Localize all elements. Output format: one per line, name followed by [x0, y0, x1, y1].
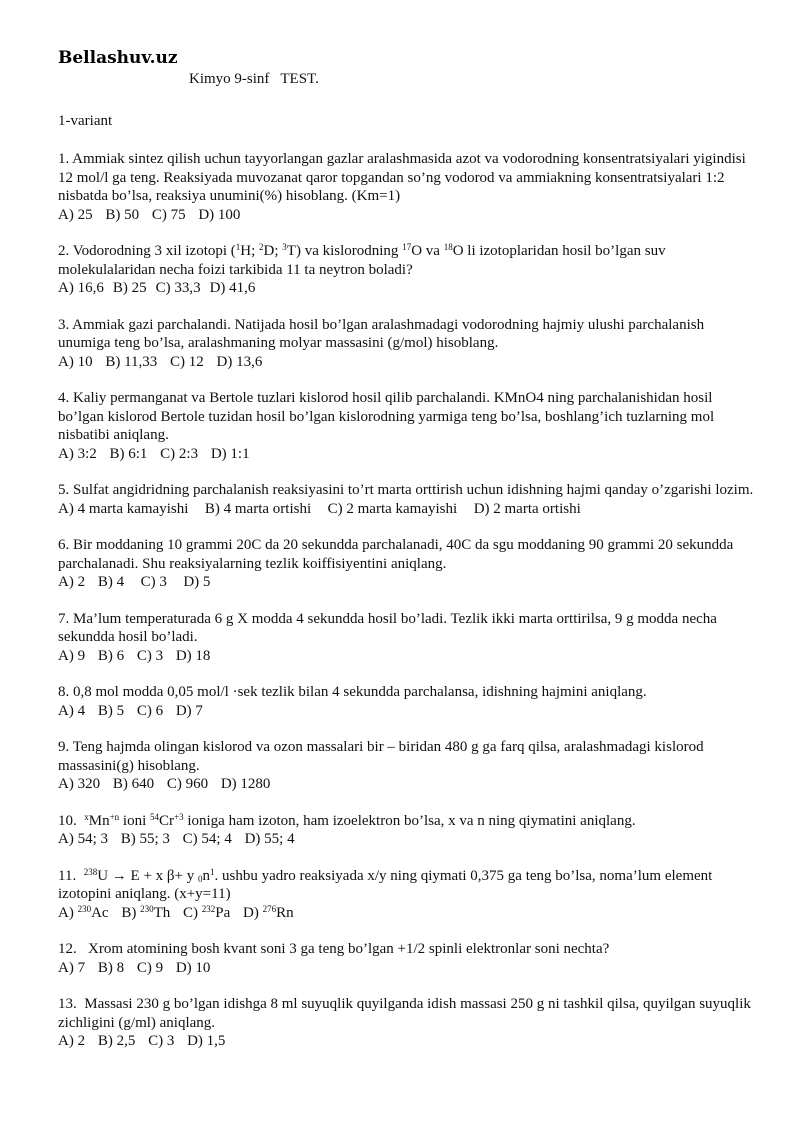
question-text: 6. Bir moddaning 10 grammi 20C da 20 sekundda parchalanadi, 40C da sgu moddaning 90 grammi 20 sekundda parchalanadi. Shu reaksiyalarning tezlik koiffisiyentini aniqlang. — [58, 537, 734, 572]
question-13 — [58, 995, 758, 1051]
answer-options — [58, 500, 758, 519]
option-d[interactable]: D) 5 — [183, 574, 211, 590]
question-11 — [58, 867, 758, 923]
answer-options — [58, 1032, 758, 1051]
option-c[interactable]: C) 33,3 — [155, 280, 201, 296]
option-d[interactable]: D) 1,5 — [187, 1033, 226, 1049]
option-d[interactable]: D) 1280 — [220, 776, 271, 792]
question-text: 1. Ammiak sintez qilish uchun tayyorlangan gazlar aralashmasida azot va vodorodning konsentratsiyalari yigindisi 12 mol/l ga teng. Reaksiyada muvozanat qaror topgandan so’ng vodorod va ammiakning konsentratsiyalari 1:2 nisbatda bo’lsa, reaksiya unumini(%) hisoblang. (Km=1) — [58, 151, 746, 204]
answer-options — [58, 775, 758, 794]
option-c[interactable]: C) 3 — [148, 1033, 175, 1049]
answer-options — [58, 445, 758, 464]
option-a[interactable]: A) 25 — [58, 206, 93, 223]
option-d[interactable]: D) 13,6 — [216, 353, 263, 370]
option-a[interactable]: A) 2 — [58, 574, 86, 590]
option-b[interactable]: B) 2,5 — [97, 1033, 136, 1049]
option-d[interactable]: D) 18 — [175, 647, 211, 664]
option-a[interactable]: A) 2 — [58, 1033, 86, 1049]
question-8 — [58, 683, 758, 720]
option-a[interactable]: A) 10 — [58, 353, 93, 370]
answer-options — [58, 279, 758, 298]
option-c[interactable]: C) 2 marta kamayishi — [327, 500, 458, 517]
option-c[interactable]: C) 54; 4 — [182, 831, 232, 847]
question-9 — [58, 738, 758, 794]
option-c[interactable]: C) 3 — [140, 574, 167, 590]
question-7 — [58, 610, 758, 666]
site-name: Bellashuv.uz — [58, 48, 178, 68]
option-b[interactable]: B) 4 — [97, 574, 125, 590]
option-d[interactable]: D) 7 — [175, 702, 203, 719]
option-c[interactable]: C) 75 — [151, 206, 186, 223]
option-b[interactable]: B) 55; 3 — [120, 831, 170, 847]
option-c[interactable]: C) 12 — [170, 353, 204, 370]
option-b[interactable]: B) 640 — [112, 776, 155, 792]
option-b[interactable]: B) $^{230}$Th — [121, 903, 171, 921]
option-b[interactable]: B) 6 — [97, 647, 125, 664]
answer-options — [58, 647, 758, 666]
option-a[interactable]: A) 7 — [58, 959, 86, 976]
option-d[interactable]: D) $^{276}$Rn — [243, 903, 294, 921]
question-text: 8. 0,8 mol modda 0,05 mol/l ·sek tezlik bilan 4 sekundda parchalansa, idishning hajmini aniqlang. — [58, 684, 647, 700]
question-6 — [58, 536, 758, 592]
option-b[interactable]: B) 25 — [112, 280, 147, 296]
question-text: 7. Ma’lum temperaturada 6 g X modda 4 sekundda hosil bo’ladi. Tezlik ikki marta orttirilsa, 9 g modda necha sekundda hosil bo’ladi. — [58, 610, 717, 645]
question-10 — [58, 812, 758, 849]
answer-options — [58, 904, 758, 923]
option-b[interactable]: B) 50 — [105, 206, 140, 223]
question-text: 10. $^xMn^{+n}$ ioni $^{54}Cr^{+3}$ ioniga ham izoton, ham izoelektron bo’lsa, x va n ning qiymatini aniqlang. — [58, 811, 636, 829]
option-d[interactable]: D) 2 marta ortishi — [473, 500, 581, 517]
option-c[interactable]: C) 6 — [136, 702, 164, 719]
option-a[interactable]: A) 9 — [58, 647, 86, 664]
question-list — [58, 150, 758, 1051]
answer-options — [58, 353, 758, 372]
option-b[interactable]: B) 8 — [97, 959, 125, 976]
option-a[interactable]: A) 16,6 — [58, 280, 104, 296]
option-c[interactable]: C) $^{232}$Pa — [183, 903, 231, 921]
option-a[interactable]: A) 4 marta kamayishi — [58, 500, 189, 517]
document-title: Kimyo 9-sinf TEST. — [189, 71, 319, 87]
answer-options — [58, 830, 758, 849]
option-c[interactable]: C) 3 — [136, 647, 164, 664]
test-page — [58, 46, 758, 1051]
question-text: 2. Vodorodning 3 xil izotopi ($^1$H; $^2$D; $^3$T) va kislorodning $^{17}$O va $^{18}$O li izotoplaridan hosil bo’lgan suv molekulalaridan necha foizi tarkibida 11 ta neytron boladi? — [58, 242, 666, 278]
option-a[interactable]: A) 4 — [58, 702, 86, 719]
option-c[interactable]: C) 9 — [136, 959, 164, 976]
question-text: 13. Massasi 230 g bo’lgan idishga 8 ml suyuqlik quyilganda idish massasi 250 g ni tashkil qilsa, quyilgan suyuqlik zichligini (g/ml) aniqlang. — [58, 996, 755, 1031]
question-1 — [58, 150, 758, 224]
question-text: 3. Ammiak gazi parchalandi. Natijada hosil bo’lgan aralashmadagi vodorodning hajmiy ulushi parchalanish unumiga teng bo’lsa, aralashmaning molyar massasini (g/mol) hisoblang. — [58, 316, 705, 351]
option-d[interactable]: D) 10 — [175, 959, 211, 976]
answer-options — [58, 573, 758, 592]
option-b[interactable]: B) 11,33 — [105, 353, 158, 370]
question-text: 4. Kaliy permanganat va Bertole tuzlari kislorod hosil qilib parchalandi. KMnO4 ning parchalanishidan hosil bo’lgan kislorod Bertole tuzidan hosil bo’lgan kislorodning yarmiga teng bo’lsa, boshlang’ich tuzlarning mol nisbatibi aniqlang. — [58, 390, 715, 443]
question-3 — [58, 316, 758, 372]
answer-options — [58, 959, 758, 978]
option-a[interactable]: A) 320 — [58, 776, 101, 792]
question-text: 12. Xrom atomining bosh kvant soni 3 ga teng bo’lgan +1/2 spinli elektronlar soni nechta? — [58, 941, 610, 957]
option-d[interactable]: D) 100 — [198, 206, 241, 223]
variant-label: 1-variant — [58, 113, 113, 129]
question-5 — [58, 481, 758, 518]
option-d[interactable]: D) 1:1 — [210, 445, 250, 462]
option-d[interactable]: D) 41,6 — [209, 280, 256, 296]
option-c[interactable]: C) 2:3 — [160, 445, 199, 462]
option-b[interactable]: B) 5 — [97, 702, 125, 719]
answer-options — [58, 206, 758, 225]
option-b[interactable]: B) 6:1 — [109, 445, 148, 462]
option-a[interactable]: A) 54; 3 — [58, 831, 108, 847]
question-text: 9. Teng hajmda olingan kislorod va ozon massalari bir – biridan 480 g ga farq qilsa, aralashmadagi kislorod massasini(g) hisoblang. — [58, 739, 704, 774]
question-4 — [58, 389, 758, 463]
option-c[interactable]: C) 960 — [166, 776, 209, 792]
answer-options — [58, 702, 758, 721]
question-text: 11. $^{238}$U → E + x β+ y $_0n^1$. ushbu yadro reaksiyada x/y ning qiymati 0,375 ga teng bo’lsa, noma’lum element izotopini aniqlang. (x+y=11) — [58, 866, 713, 902]
option-a[interactable]: A) 3:2 — [58, 445, 97, 462]
question-2 — [58, 242, 758, 298]
option-b[interactable]: B) 4 marta ortishi — [204, 500, 312, 517]
option-a[interactable]: A) $^{230}$Ac — [58, 903, 109, 921]
question-12 — [58, 940, 758, 977]
question-text: 5. Sulfat angidridning parchalanish reaksiyasini to’rt marta orttirish uchun idishning hajmi qanday o’zgarishi lozim. — [58, 482, 754, 498]
option-d[interactable]: D) 55; 4 — [244, 831, 295, 847]
